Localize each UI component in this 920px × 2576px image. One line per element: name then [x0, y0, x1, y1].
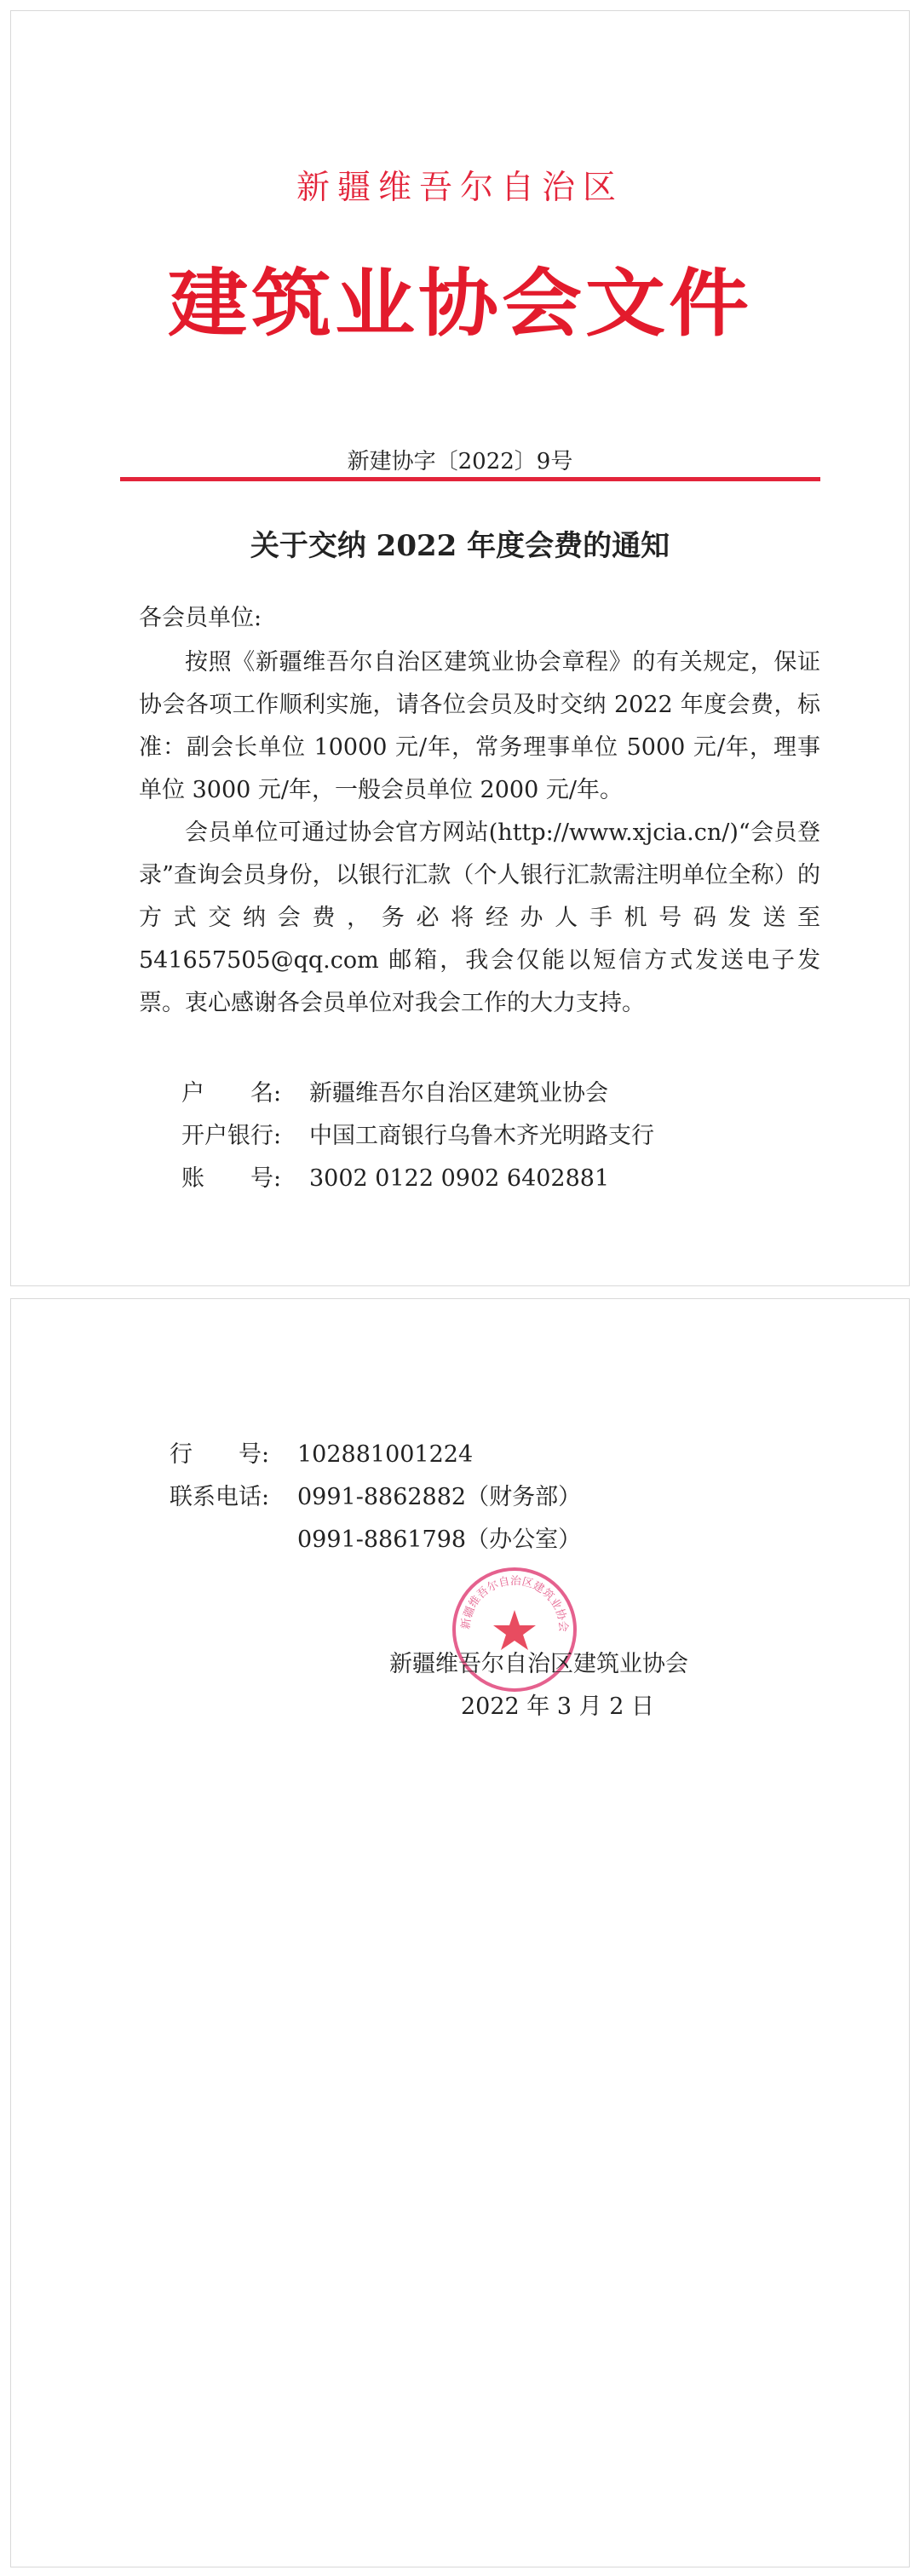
phone-office: 0991-8861798（办公室）	[297, 1527, 582, 1553]
document-page-2	[10, 1298, 910, 2567]
bank-value: 中国工商银行乌鲁木齐光明路支行	[309, 1123, 654, 1149]
phone-label: 联系电话:	[170, 1484, 270, 1510]
document-type-header: 建筑业协会文件	[167, 260, 752, 347]
account-number-row	[181, 1159, 609, 1193]
notice-title: 关于交纳 2022 年度会费的通知	[250, 529, 670, 563]
bank-row	[181, 1117, 654, 1150]
account-number-label: 账 号:	[181, 1165, 282, 1192]
paragraph-payment-method: 会员单位可通过协会官方网站(http://www.xjcia.cn/)“会员登录”查询会员身份，以银行汇款（个人银行汇款需注明单位全称）的方式交纳会费，务必将经办人手机号码发送至 541657505@qq.com 邮箱，我会仅能以短信方式发送电子发票。	[139, 819, 820, 1016]
bank-code-value: 102881001224	[297, 1441, 474, 1468]
document-page-1	[10, 10, 910, 1286]
account-name-row	[181, 1074, 608, 1107]
bank-label: 开户银行:	[181, 1123, 282, 1149]
account-name-label: 户 名:	[181, 1080, 282, 1107]
signature-organization: 新疆维吾尔自治区建筑业协会	[389, 1651, 688, 1677]
phone-row	[170, 1478, 581, 1511]
seal-text: 新疆维吾尔自治区建筑业协会	[459, 1574, 570, 1633]
phone-finance: 0991-8862882（财务部）	[297, 1484, 582, 1510]
account-name-value: 新疆维吾尔自治区建筑业协会	[309, 1080, 608, 1107]
paragraph-thanks: 衷心感谢各会员单位对我会工作的大力支持。	[185, 990, 645, 1016]
bank-code-row	[170, 1435, 473, 1469]
document-number: 新建协字〔2022〕9号	[347, 449, 573, 474]
signature-date: 2022 年 3 月 2 日	[461, 1693, 654, 1720]
salutation: 各会员单位:	[139, 605, 262, 631]
bank-code-label: 行 号:	[170, 1441, 270, 1468]
red-divider-line	[120, 477, 820, 481]
org-header: 新疆维吾尔自治区	[296, 169, 624, 207]
paragraph-fee-standard: 按照《新疆维吾尔自治区建筑业协会章程》的有关规定，保证协会各项工作顺利实施，请各位会员及时交纳 2022 年度会费，标准：副会长单位 10000 元/年，常务理事单位 5000 元/年，理事单位 3000 元/年，一般会员单位 2000 元/年。	[139, 649, 820, 803]
account-number-value: 3002 0122 0902 6402881	[309, 1165, 610, 1192]
